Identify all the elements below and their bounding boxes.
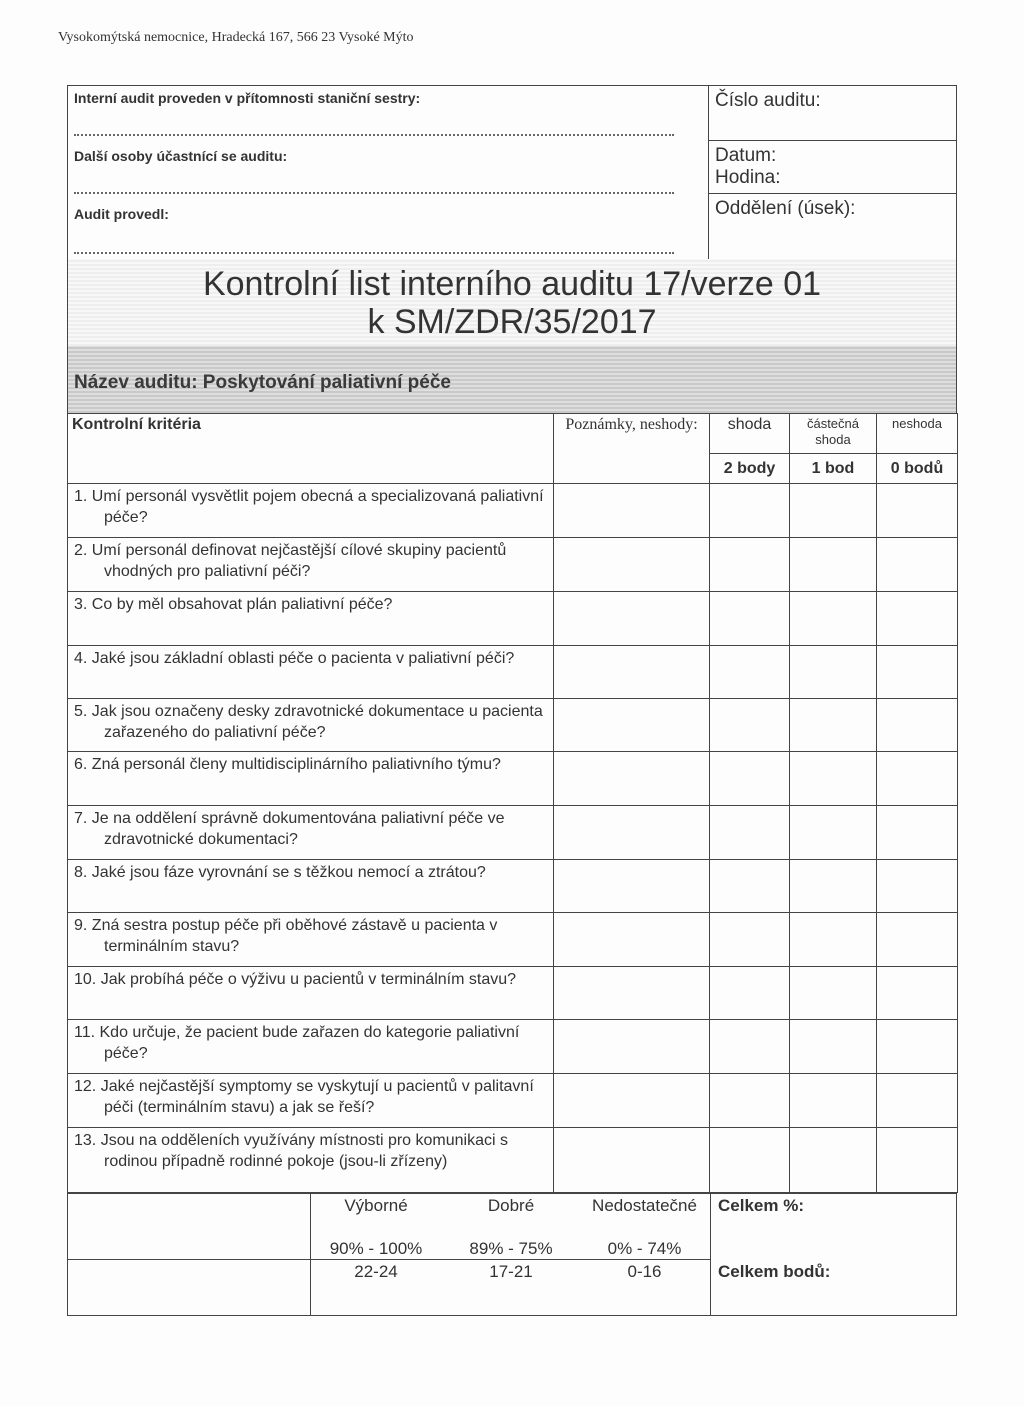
castecna-cell[interactable] <box>790 538 877 592</box>
nedostatecne-percent: 0% - 74% <box>607 1239 682 1258</box>
celkem-percent-label[interactable]: Celkem %: <box>718 1196 804 1215</box>
datum-label: Datum: <box>715 145 777 166</box>
dalsi-osoby-field[interactable] <box>74 192 674 194</box>
castecna-cell[interactable] <box>790 592 877 646</box>
note-cell[interactable] <box>554 484 710 538</box>
neshoda-cell[interactable] <box>877 806 958 860</box>
note-cell[interactable] <box>554 806 710 860</box>
dalsi-osoby-label: Další osoby účastnící se auditu: <box>74 148 288 164</box>
table-row <box>68 484 958 538</box>
table-row <box>68 1020 958 1074</box>
neshoda-cell[interactable] <box>877 592 958 646</box>
question-1: 1. Umí personál vysvětlit pojem obecná a specializovaná paliativní péče? <box>68 484 554 538</box>
question-9: 9. Zná sestra postup péče při oběhové zástavě u pacienta v terminálním stavu? <box>68 913 554 967</box>
castecna-cell[interactable] <box>790 699 877 752</box>
neshoda-cell[interactable] <box>877 484 958 538</box>
question-6: 6. Zná personál členy multidisciplinárního paliativního týmu? <box>68 752 554 806</box>
shoda-cell[interactable] <box>710 1020 790 1074</box>
criteria-header: Kontrolní kritéria <box>68 414 554 484</box>
question-7: 7. Je na oddělení správně dokumentována paliativní péče ve zdravotnické dokumentaci? <box>68 806 554 860</box>
note-cell[interactable] <box>554 1128 710 1193</box>
castecna-cell[interactable] <box>790 1128 877 1193</box>
castecna-cell[interactable] <box>790 1020 877 1074</box>
audit-name: Název auditu: Poskytování paliativní péče <box>74 372 451 393</box>
audit-name-band <box>67 346 957 414</box>
document-title <box>67 259 957 347</box>
audit-provedl-field[interactable] <box>74 252 674 254</box>
audit-info-box <box>67 85 957 260</box>
shoda-cell[interactable] <box>710 806 790 860</box>
notes-header: Poznámky, neshody: <box>554 414 710 484</box>
summary-box <box>67 1193 957 1316</box>
shoda-cell[interactable] <box>710 1074 790 1128</box>
note-cell[interactable] <box>554 1020 710 1074</box>
shoda-cell[interactable] <box>710 592 790 646</box>
castecna-cell[interactable] <box>790 484 877 538</box>
neshoda-cell[interactable] <box>877 646 958 699</box>
oddeleni-cell[interactable] <box>709 194 956 259</box>
note-cell[interactable] <box>554 967 710 1020</box>
table-row <box>68 967 958 1020</box>
table-row <box>68 592 958 646</box>
castecna-header: částečná shoda <box>790 414 877 454</box>
table-row <box>68 646 958 699</box>
castecna-cell[interactable] <box>790 1074 877 1128</box>
title-line-1: Kontrolní list interního auditu 17/verze 01 <box>202 265 822 303</box>
interni-audit-label: Interní audit proveden v přítomnosti staniční sestry: <box>74 90 421 106</box>
nedostatecne-label: Nedostatečné <box>592 1196 697 1215</box>
note-cell[interactable] <box>554 1074 710 1128</box>
table-row <box>68 860 958 913</box>
table-row <box>68 913 958 967</box>
castecna-cell[interactable] <box>790 967 877 1020</box>
audit-provedl-label: Audit provedl: <box>74 206 169 222</box>
question-2: 2. Umí personál definovat nejčastější cílové skupiny pacientů vhodných pro paliativní péči? <box>68 538 554 592</box>
question-11: 11. Kdo určuje, že pacient bude zařazen do kategorie paliativní péče? <box>68 1020 554 1074</box>
castecna-cell[interactable] <box>790 646 877 699</box>
shoda-cell[interactable] <box>710 484 790 538</box>
oddeleni-label: Oddělení (úsek): <box>715 198 856 219</box>
neshoda-cell[interactable] <box>877 1128 958 1193</box>
neshoda-cell[interactable] <box>877 967 958 1020</box>
castecna-cell[interactable] <box>790 806 877 860</box>
neshoda-cell[interactable] <box>877 1074 958 1128</box>
shoda-cell[interactable] <box>710 646 790 699</box>
vyborne-label: Výborné <box>344 1196 408 1215</box>
question-12: 12. Jaké nejčastější symptomy se vyskytují u pacientů v palitavní péči (terminálním stavu) a jak se řeší? <box>68 1074 554 1128</box>
neshoda-points: 0 bodů <box>877 454 958 484</box>
question-13: 13. Jsou na odděleních využívány místnosti pro komunikaci s rodinou případně rodinné pokoje (jsou-li zřízeny) <box>68 1128 554 1193</box>
table-row <box>68 752 958 806</box>
cislo-auditu-cell[interactable] <box>709 86 956 141</box>
neshoda-cell[interactable] <box>877 860 958 913</box>
cislo-auditu-label: Číslo auditu: <box>715 90 821 111</box>
neshoda-header: neshoda <box>877 414 958 454</box>
note-cell[interactable] <box>554 913 710 967</box>
note-cell[interactable] <box>554 699 710 752</box>
note-cell[interactable] <box>554 752 710 806</box>
castecna-points: 1 bod <box>790 454 877 484</box>
dobre-points: 17-21 <box>489 1262 533 1281</box>
shoda-cell[interactable] <box>710 860 790 913</box>
datum-hodina-cell[interactable] <box>709 141 956 194</box>
question-10: 10. Jak probíhá péče o výživu u pacientů v terminálním stavu? <box>68 967 554 1020</box>
dobre-percent: 89% - 75% <box>469 1239 553 1258</box>
shoda-cell[interactable] <box>710 913 790 967</box>
interni-audit-field[interactable] <box>74 134 674 136</box>
neshoda-cell[interactable] <box>877 538 958 592</box>
table-row <box>68 538 958 592</box>
summary-blank-cell <box>68 1194 311 1315</box>
table-row <box>68 1074 958 1128</box>
neshoda-cell[interactable] <box>877 752 958 806</box>
title-line-2: k SM/ZDR/35/2017 <box>367 303 657 341</box>
neshoda-cell[interactable] <box>877 699 958 752</box>
shoda-cell[interactable] <box>710 538 790 592</box>
question-8: 8. Jaké jsou fáze vyrovnání se s těžkou nemocí a ztrátou? <box>68 860 554 913</box>
shoda-points: 2 body <box>710 454 790 484</box>
hodina-label: Hodina: <box>715 167 781 188</box>
note-cell[interactable] <box>554 592 710 646</box>
vyborne-percent: 90% - 100% <box>329 1239 423 1258</box>
summary-divider <box>68 1259 710 1260</box>
participants-section <box>68 86 709 259</box>
shoda-header: shoda <box>710 414 790 454</box>
question-4: 4. Jaké jsou základní oblasti péče o pacienta v paliativní péči? <box>68 646 554 699</box>
vyborne-points: 22-24 <box>354 1262 398 1281</box>
celkem-body-label[interactable]: Celkem bodů: <box>718 1262 831 1281</box>
neshoda-cell[interactable] <box>877 913 958 967</box>
dobre-label: Dobré <box>487 1196 535 1215</box>
hospital-address: Vysokomýtská nemocnice, Hradecká 167, 566 23 Vysoké Mýto <box>58 30 414 45</box>
table-row <box>68 1128 958 1193</box>
question-3: 3. Co by měl obsahovat plán paliativní péče? <box>68 592 554 646</box>
note-cell[interactable] <box>554 646 710 699</box>
note-cell[interactable] <box>554 538 710 592</box>
castecna-cell[interactable] <box>790 860 877 913</box>
shoda-cell[interactable] <box>710 1128 790 1193</box>
shoda-cell[interactable] <box>710 699 790 752</box>
shoda-cell[interactable] <box>710 967 790 1020</box>
table-row <box>68 806 958 860</box>
table-row <box>68 699 958 752</box>
nedostatecne-points: 0-16 <box>627 1262 662 1281</box>
castecna-cell[interactable] <box>790 752 877 806</box>
castecna-cell[interactable] <box>790 913 877 967</box>
rating-scale <box>68 1194 711 1315</box>
note-cell[interactable] <box>554 860 710 913</box>
neshoda-cell[interactable] <box>877 1020 958 1074</box>
shoda-cell[interactable] <box>710 752 790 806</box>
question-5: 5. Jak jsou označeny desky zdravotnické dokumentace u pacienta zařazeného do paliativní péče? <box>68 699 554 752</box>
criteria-table <box>67 413 958 1193</box>
